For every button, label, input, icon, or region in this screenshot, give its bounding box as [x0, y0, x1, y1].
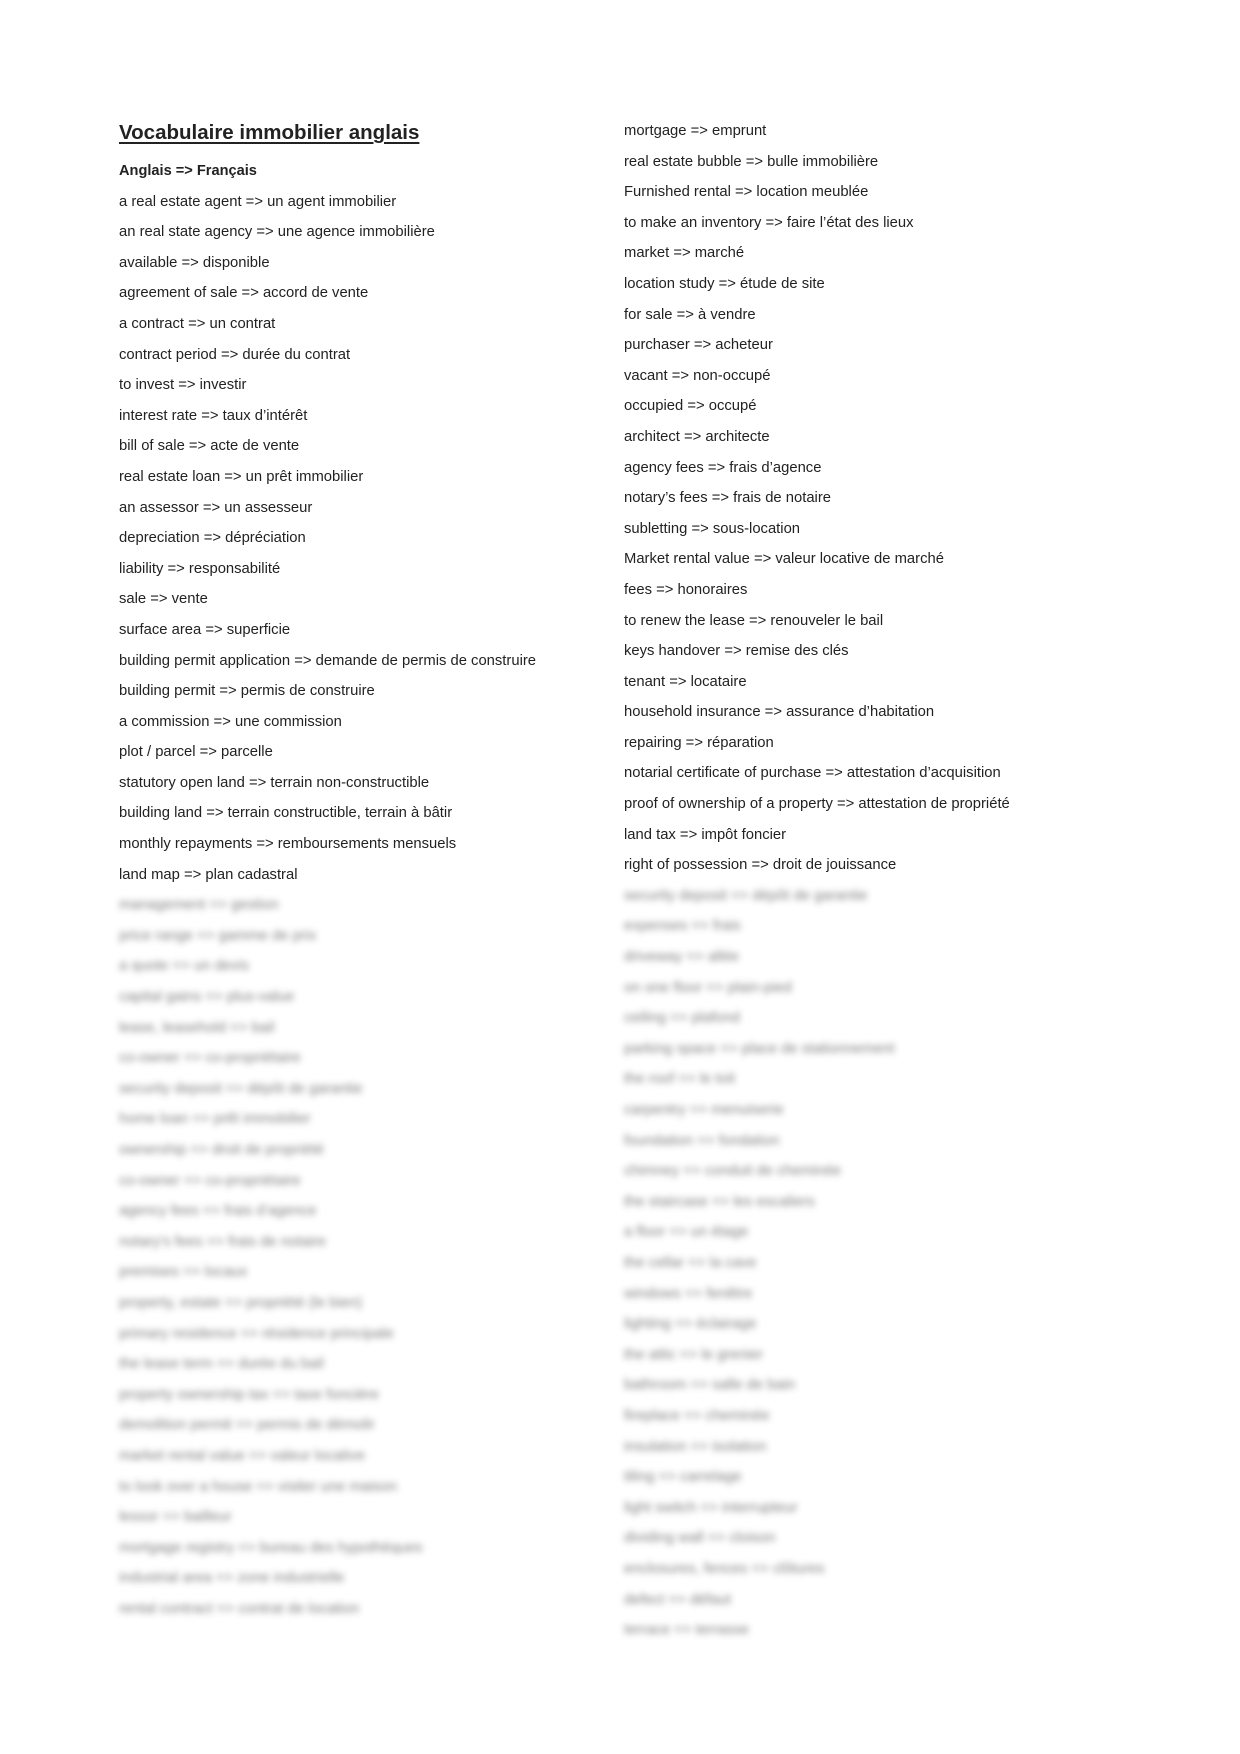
blurred-vocabulary-entry: mortgage registry => bureau des hypothèques — [119, 1539, 423, 1556]
vocabulary-entry: sale => vente — [119, 591, 208, 608]
blurred-vocabulary-entry: demolition permit => permis de démolir — [119, 1417, 375, 1434]
blurred-vocabulary-entry: primary residence => résidence principale — [119, 1325, 394, 1342]
vocabulary-entry: agency fees => frais d’agence — [624, 459, 822, 476]
blurred-vocabulary-entry: the cellar => la cave — [624, 1254, 757, 1271]
blurred-vocabulary-entry: ownership => droit de propriété — [119, 1142, 324, 1158]
blurred-vocabulary-entry: ceiling => plafond — [624, 1010, 740, 1027]
vocabulary-entry: land map => plan cadastral — [119, 866, 298, 883]
vocabulary-entry: keys handover => remise des clés — [624, 643, 849, 660]
vocabulary-entry: tenant => locataire — [624, 673, 747, 690]
vocabulary-entry: an assessor => un assesseur — [119, 499, 313, 516]
blurred-vocabulary-entry: lessor => bailleur — [119, 1509, 232, 1526]
vocabulary-entry: occupied => occupé — [624, 398, 757, 415]
blurred-vocabulary-entry: security deposit => dépôt de garantie — [624, 887, 868, 904]
blurred-vocabulary-entry: lease, leasehold => bail — [119, 1019, 275, 1036]
blurred-vocabulary-entry: insulation => isolation — [624, 1438, 767, 1455]
left-column — [119, 118, 599, 1625]
blurred-vocabulary-entry: home loan => prêt immobilier — [119, 1111, 311, 1128]
vocabulary-entry: mortgage => emprunt — [624, 123, 767, 139]
vocabulary-entry: monthly repayments => remboursements mensuels — [119, 836, 457, 853]
vocabulary-entry: a contract => un contrat — [119, 315, 276, 332]
vocabulary-entry: building land => terrain constructible, terrain à bâtir — [119, 805, 453, 822]
blurred-vocabulary-entry: agency fees => frais d’agence — [119, 1203, 317, 1220]
blurred-vocabulary-entry: a floor => un étage — [624, 1224, 749, 1241]
blurred-vocabulary-entry: notary’s fees => frais de notaire — [119, 1233, 327, 1250]
vocabulary-entry: agreement of sale => accord de vente — [119, 285, 369, 302]
vocabulary-entry: liability => responsabilité — [119, 560, 281, 577]
blurred-vocabulary-entry: the staircase => les escaliers — [624, 1193, 815, 1210]
blurred-vocabulary-entry: the roof => le toit — [624, 1071, 736, 1088]
blurred-vocabulary-entry: market rental value => valeur locative — [119, 1447, 365, 1464]
left-blurred-list — [119, 890, 599, 1624]
vocabulary-entry: building permit => permis de construire — [119, 683, 375, 700]
vocabulary-entry: contract period => durée du contrat — [119, 346, 351, 363]
blurred-vocabulary-entry: enclosures, fences => clôtures — [624, 1560, 825, 1577]
vocabulary-entry: available => disponible — [119, 254, 270, 271]
blurred-vocabulary-entry: price range => gamme de prix — [119, 927, 317, 944]
blurred-vocabulary-entry: bathroom => salle de bain — [624, 1377, 796, 1394]
vocabulary-entry: building permit application => demande de permis de construire — [119, 652, 537, 669]
vocabulary-entry: to invest => investir — [119, 377, 247, 394]
blurred-vocabulary-entry: property, estate => propriété (le bien) — [119, 1294, 363, 1311]
blurred-vocabulary-entry: parking space => place de stationnement — [624, 1040, 895, 1057]
vocabulary-entry: surface area => superficie — [119, 621, 291, 638]
blurred-vocabulary-entry: the attic => le grenier — [624, 1346, 764, 1363]
vocabulary-entry: land tax => impôt foncier — [624, 826, 787, 843]
blurred-vocabulary-entry: to look over a house => visiter une maison — [119, 1478, 398, 1495]
vocabulary-entry: for sale => à vendre — [624, 306, 756, 323]
blurred-vocabulary-entry: carpentry => menuiserie — [624, 1102, 784, 1118]
vocabulary-entry: a real estate agent => un agent immobilier — [119, 193, 397, 210]
blurred-vocabulary-entry: on one floor => plain-pied — [624, 979, 792, 996]
blurred-vocabulary-entry: fireplace => cheminée — [624, 1407, 770, 1424]
right-visible-list — [624, 116, 1144, 881]
vocabulary-entry: fees => honoraires — [624, 581, 748, 598]
vocabulary-entry: right of possession => droit de jouissance — [624, 857, 897, 874]
blurred-vocabulary-entry: light switch => interrupteur — [624, 1499, 798, 1516]
blurred-vocabulary-entry: dividing wall => cloison — [624, 1530, 776, 1547]
vocabulary-entry: subletting => sous-location — [624, 520, 801, 537]
vocabulary-entry: household insurance => assurance d’habitation — [624, 704, 935, 721]
blurred-vocabulary-entry: capital gains => plus-value — [119, 989, 295, 1006]
blurred-vocabulary-entry: industrial area => zone industrielle — [119, 1570, 345, 1587]
vocabulary-entry: notary’s fees => frais de notaire — [624, 490, 832, 507]
blurred-vocabulary-entry: security deposit => dépôt de garantie — [119, 1080, 363, 1097]
blurred-vocabulary-entry: a quote => un devis — [119, 958, 249, 975]
blurred-vocabulary-entry: property ownership tax => taxe foncière — [119, 1386, 379, 1403]
document-title: Vocabulaire immobilier anglais — [119, 121, 420, 144]
vocabulary-entry: repairing => réparation — [624, 734, 774, 751]
right-blurred-list — [624, 881, 1144, 1646]
vocabulary-entry: real estate loan => un prêt immobilier — [119, 468, 364, 485]
vocabulary-entry: architect => architecte — [624, 428, 770, 445]
blurred-vocabulary-entry: chimney => conduit de cheminée — [624, 1163, 842, 1180]
vocabulary-entry: statutory open land => terrain non-constructible — [119, 774, 430, 791]
vocabulary-entry: location study => étude de site — [624, 275, 825, 292]
vocabulary-entry: notarial certificate of purchase => attestation d’acquisition — [624, 765, 1001, 782]
vocabulary-entry: real estate bubble => bulle immobilière — [624, 153, 879, 170]
vocabulary-entry: purchaser => acheteur — [624, 337, 773, 354]
blurred-vocabulary-entry: rental contract => contrat de location — [119, 1600, 360, 1617]
vocabulary-entry: an real state agency => une agence immobilière — [119, 224, 435, 241]
vocabulary-entry: to make an inventory => faire l’état des lieux — [624, 214, 914, 231]
blurred-vocabulary-entry: lighting => éclairage — [624, 1316, 757, 1333]
blurred-vocabulary-entry: premises => locaux — [119, 1264, 248, 1281]
blurred-vocabulary-entry: the lease term => durée du bail — [119, 1356, 324, 1373]
blurred-vocabulary-entry: tiling => carrelage — [624, 1469, 742, 1486]
vocabulary-entry: bill of sale => acte de vente — [119, 438, 300, 455]
document-subtitle: Anglais => Français — [119, 163, 257, 179]
vocabulary-entry: a commission => une commission — [119, 713, 342, 730]
blurred-vocabulary-entry: co-owner => co-propriétaire — [119, 1050, 301, 1067]
blurred-vocabulary-entry: terrace => terrasse — [624, 1622, 750, 1639]
vocabulary-entry: interest rate => taux d’intérêt — [119, 407, 308, 424]
blurred-vocabulary-entry: expenses => frais — [624, 918, 741, 935]
blurred-vocabulary-entry: management => gestion — [119, 897, 279, 914]
blurred-vocabulary-entry: co-owner => co-propriétaire — [119, 1172, 301, 1189]
vocabulary-entry: depreciation => dépréciation — [119, 530, 306, 547]
blurred-vocabulary-entry: driveway => allée — [624, 949, 740, 966]
vocabulary-entry: vacant => non-occupé — [624, 367, 771, 384]
vocabulary-entry: Furnished rental => location meublée — [624, 184, 869, 201]
vocabulary-entry: proof of ownership of a property => attestation de propriété — [624, 796, 1010, 813]
left-visible-list — [119, 187, 599, 891]
blurred-vocabulary-entry: foundation => fondation — [624, 1132, 780, 1149]
vocabulary-entry: plot / parcel => parcelle — [119, 744, 273, 761]
right-column — [624, 116, 1144, 1646]
vocabulary-entry: to renew the lease => renouveler le bail — [624, 612, 884, 629]
blurred-vocabulary-entry: defect => défaut — [624, 1591, 731, 1608]
vocabulary-entry: market => marché — [624, 245, 745, 262]
blurred-vocabulary-entry: windows => fenêtre — [624, 1285, 753, 1302]
vocabulary-entry: Market rental value => valeur locative de marché — [624, 551, 944, 568]
